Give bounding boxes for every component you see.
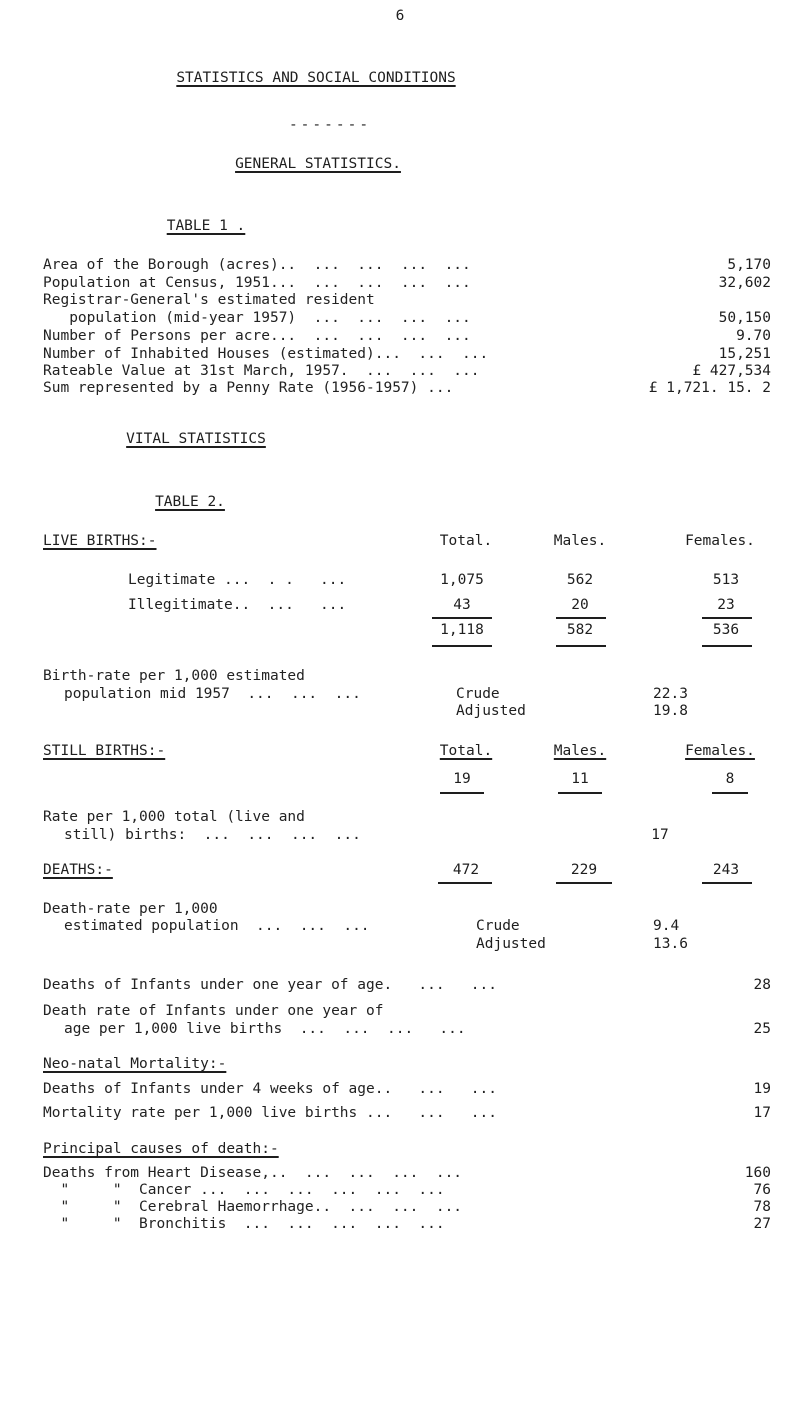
- rule: [556, 645, 606, 647]
- neonatal-row-value: 17: [753, 1105, 771, 1121]
- table1-row-label: population (mid-year 1957) ... ... ... ...: [43, 310, 471, 326]
- infant-deaths-label: Deaths of Infants under one year of age. ... ...: [43, 977, 497, 993]
- causes-row-label: " " Cancer ... ... ... ... ... ...: [43, 1182, 445, 1198]
- general-statistics-title: GENERAL STATISTICS.: [235, 156, 401, 172]
- causes-row-label: Deaths from Heart Disease,.. ... ... ... ...: [43, 1165, 463, 1181]
- causes-row-value: 27: [753, 1216, 771, 1232]
- still-rate-line2: still) births: ... ... ... ...: [64, 827, 361, 843]
- table1-row-label: Registrar-General's estimated resident: [43, 292, 375, 308]
- divider: -------: [288, 117, 372, 133]
- deaths-label: DEATHS:-: [43, 862, 113, 878]
- section-heading: STATISTICS AND SOCIAL CONDITIONS: [176, 70, 456, 86]
- live-births-females-total: 536: [712, 622, 740, 638]
- table1-row-value: 15,251: [718, 346, 771, 362]
- rule: [438, 882, 492, 884]
- rule: [432, 617, 492, 619]
- rule: [702, 645, 752, 647]
- table2-title: TABLE 2.: [155, 494, 225, 510]
- table1-row-value: 9.70: [736, 328, 771, 344]
- birth-rate-crude-value: 22.3: [653, 686, 688, 702]
- causes-row-value: 78: [753, 1199, 771, 1215]
- deaths-total: 472: [452, 862, 480, 878]
- table1-row-label: Sum represented by a Penny Rate (1956-1957) ...: [43, 380, 454, 396]
- rule: [556, 882, 612, 884]
- header-total: Total.: [439, 533, 493, 549]
- table1-row-value: 50,150: [718, 310, 771, 326]
- death-rate-line2: estimated population ... ... ...: [64, 918, 370, 934]
- still-header-males: Males.: [553, 743, 607, 759]
- birth-rate-adjusted-value: 19.8: [653, 703, 688, 719]
- infant-rate-value: 25: [753, 1021, 771, 1037]
- page-number: 6: [395, 8, 405, 24]
- still-header-females: Females.: [685, 743, 755, 759]
- still-header-total: Total.: [439, 743, 493, 759]
- deaths-females: 243: [712, 862, 740, 878]
- table1-row-label: Number of Inhabited Houses (estimated)... ... ...: [43, 346, 489, 362]
- causes-row-label: " " Bronchitis ... ... ... ... ...: [43, 1216, 445, 1232]
- infant-deaths-value: 28: [753, 977, 771, 993]
- rule: [440, 792, 484, 794]
- still-births-label: STILL BIRTHS:-: [43, 743, 166, 759]
- table1-row-label: Population at Census, 1951... ... ... ... ...: [43, 275, 471, 291]
- still-births-females: 8: [725, 771, 735, 787]
- still-rate-line1: Rate per 1,000 total (live and: [43, 809, 305, 825]
- infant-rate-line1: Death rate of Infants under one year of: [43, 1003, 384, 1019]
- legitimate-males: 562: [566, 572, 594, 588]
- header-males: Males.: [553, 533, 607, 549]
- causes-row-value: 76: [753, 1182, 771, 1198]
- neonatal-row-label: Mortality rate per 1,000 live births ... ... ...: [43, 1105, 497, 1121]
- still-rate-value: 17: [651, 827, 669, 843]
- table1-row-value: 5,170: [727, 257, 771, 273]
- birth-rate-line1: Birth-rate per 1,000 estimated: [43, 668, 305, 684]
- death-rate-line1: Death-rate per 1,000: [43, 901, 218, 917]
- live-births-males-total: 582: [566, 622, 594, 638]
- table1-row-value: £ 1,721. 15. 2: [648, 380, 771, 396]
- illegitimate-females: 23: [717, 597, 735, 613]
- causes-title: Principal causes of death:-: [43, 1141, 279, 1157]
- death-rate-adjusted-label: Adjusted: [476, 936, 546, 952]
- table1-row-value: £ 427,534: [692, 363, 771, 379]
- neonatal-row-label: Deaths of Infants under 4 weeks of age.. ... ...: [43, 1081, 497, 1097]
- neonatal-row-value: 19: [753, 1081, 771, 1097]
- rule: [558, 792, 602, 794]
- causes-row-value: 160: [744, 1165, 771, 1181]
- causes-row-label: " " Cerebral Haemorrhage.. ... ... ...: [43, 1199, 463, 1215]
- table1-row-label: Rateable Value at 31st March, 1957. ... ... ...: [43, 363, 480, 379]
- legitimate-females: 513: [712, 572, 740, 588]
- death-rate-crude-value: 9.4: [653, 918, 680, 934]
- illegitimate-males: 20: [571, 597, 589, 613]
- rule: [702, 882, 752, 884]
- table1-title: TABLE 1 .: [166, 218, 246, 234]
- live-births-label: LIVE BIRTHS:-: [43, 533, 157, 549]
- rule: [432, 645, 492, 647]
- deaths-males: 229: [570, 862, 598, 878]
- legitimate-label: Legitimate ... . . ...: [128, 572, 347, 588]
- legitimate-total: 1,075: [440, 572, 484, 588]
- neonatal-title: Neo-natal Mortality:-: [43, 1056, 227, 1072]
- illegitimate-total: 43: [453, 597, 471, 613]
- table1-row-label: Number of Persons per acre... ... ... ... ...: [43, 328, 471, 344]
- infant-rate-line2: age per 1,000 live births ... ... ... ...: [64, 1021, 466, 1037]
- header-females: Females.: [685, 533, 755, 549]
- birth-rate-crude-label: Crude: [456, 686, 500, 702]
- illegitimate-label: Illegitimate.. ... ...: [128, 597, 347, 613]
- vital-statistics-title: VITAL STATISTICS: [126, 431, 266, 447]
- death-rate-adjusted-value: 13.6: [653, 936, 688, 952]
- table1-row-value: 32,602: [718, 275, 771, 291]
- birth-rate-adjusted-label: Adjusted: [456, 703, 526, 719]
- rule: [712, 792, 748, 794]
- birth-rate-line2: population mid 1957 ... ... ...: [64, 686, 361, 702]
- rule: [556, 617, 606, 619]
- live-births-total: 1,118: [440, 622, 484, 638]
- rule: [702, 617, 752, 619]
- still-births-total: 19: [453, 771, 471, 787]
- still-births-males: 11: [571, 771, 589, 787]
- table1-row-label: Area of the Borough (acres).. ... ... ... ...: [43, 257, 471, 273]
- death-rate-crude-label: Crude: [476, 918, 520, 934]
